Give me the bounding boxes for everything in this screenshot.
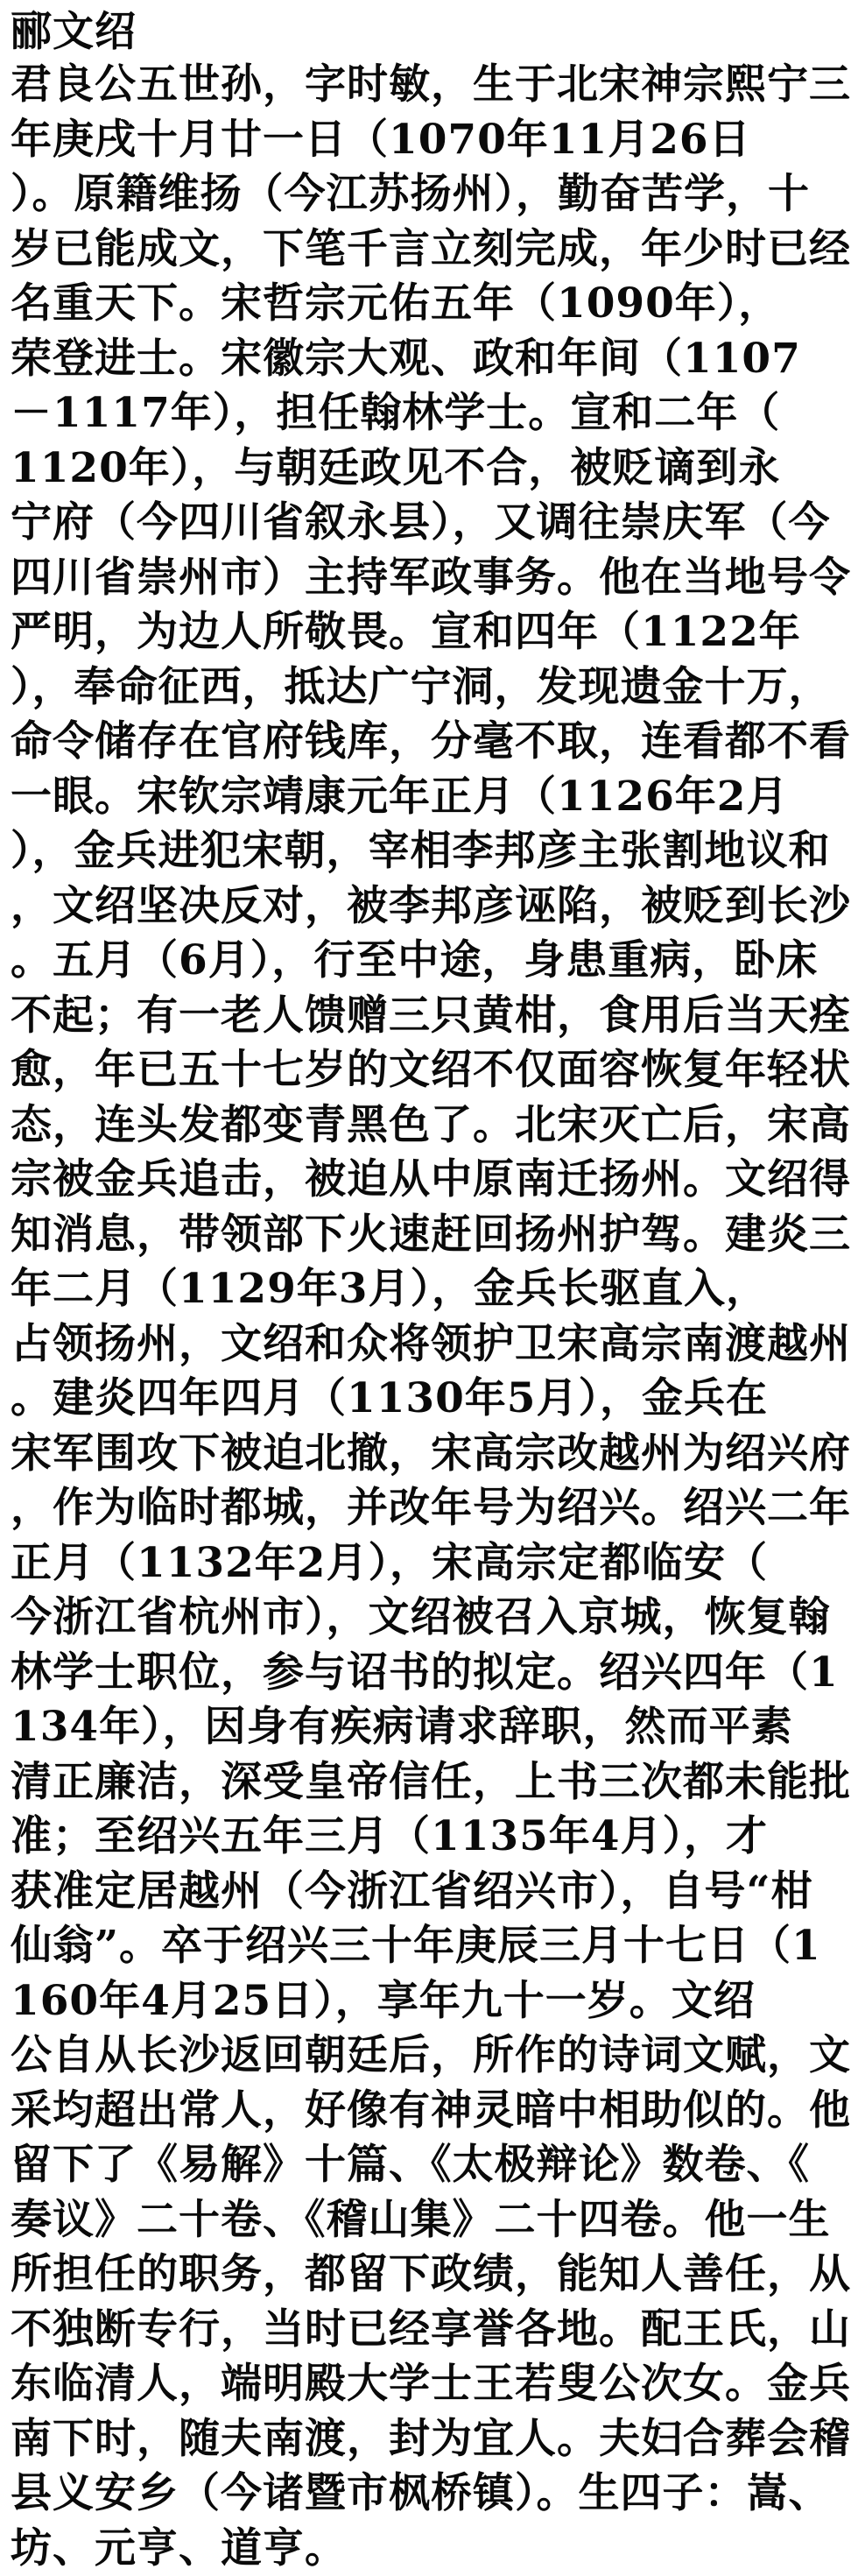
text-line: 今浙江省杭州市），文绍被召入京城，恢复翰 <box>11 1593 831 1641</box>
text-line: 准；至绍兴五年三月（1135年4月），才 <box>11 1812 769 1860</box>
text-line: 年庚戌十月廿一日（1070年11月26日 <box>11 116 751 164</box>
text-line: ），奉命征西，抵达广宁洞，发现遗金十万， <box>11 663 831 711</box>
text-line: 严明，为边人所敬畏。宣和四年（1122年 <box>11 608 801 656</box>
text-line: 态，连头发都变青黑色了。北宋灭亡后，宋高 <box>11 1101 851 1149</box>
text-line: 采均超出常人，好像有神灵暗中相助似的。他 <box>11 2086 851 2135</box>
text-line: 占领扬州，文绍和众将领护卫宋高宗南渡越州 <box>11 1320 851 1368</box>
text-line: 1120年），与朝廷政见不合，被贬谪到永 <box>11 444 781 492</box>
text-line: 清正廉洁，深受皇帝信任，上书三次都未能批 <box>11 1758 851 1806</box>
text-line: ，作为临时都城，并改年号为绍兴。绍兴二年 <box>11 1484 851 1532</box>
text-line: 宋军围攻下被迫北撤，宋高宗改越州为绍兴府 <box>11 1429 851 1478</box>
text-line: 奏议》二十卷、《稽山集》二十四卷。他一生 <box>11 2196 831 2244</box>
text-line: 宗被金兵追击，被迫从中原南迁扬州。文绍得 <box>11 1155 851 1203</box>
text-line: －1117年），担任翰林学士。宣和二年（ <box>11 389 781 437</box>
text-line: 134年），因身有疾病请求辞职，然而平素 <box>11 1703 793 1751</box>
text-line: ，文绍坚决反对，被李邦彦诬陷，被贬到长沙 <box>11 882 851 930</box>
text-line: 荣登进士。宋徽宗大观、政和年间（1107 <box>11 335 801 383</box>
text-line: 。五月（6月），行至中途，身患重病，卧床 <box>11 936 819 985</box>
text-line: 知消息，带领部下火速赶回扬州护驾。建炎三 <box>11 1210 851 1259</box>
text-line: 东临清人，端明殿大学士王若叟公次女。金兵 <box>11 2360 851 2408</box>
text-line: 坊、元亨、道亨。 <box>11 2524 347 2572</box>
text-line: 县义安乡（今诸暨市枫桥镇）。生四子：嵩、 <box>11 2469 831 2517</box>
text-line: 年二月（1129年3月），金兵长驱直入， <box>11 1265 769 1313</box>
text-line: 一眼。宋钦宗靖康元年正月（1126年2月 <box>11 773 789 821</box>
text-line: 160年4月25日），享年九十一岁。文绍 <box>11 1977 756 2025</box>
text-line: ）。原籍维扬（今江苏扬州），勤奋苦学，十 <box>11 170 810 218</box>
text-line: 命令储存在官府钱库，分毫不取，连看都不看 <box>11 717 851 766</box>
text-line: ），金兵进犯宋朝，宰相李邦彦主张割地议和 <box>11 827 831 875</box>
text-line: 获准定居越州（今浙江省绍兴市），自号“柑 <box>11 1867 813 1916</box>
text-line: 愈，年已五十七岁的文绍不仅面容恢复年轻状 <box>11 1046 851 1094</box>
text-line: 所担任的职务，都留下政绩，能知人善任，从 <box>11 2250 851 2298</box>
text-line: 。建炎四年四月（1130年5月），金兵在 <box>11 1374 769 1422</box>
text-line: 四川省崇州市）主持军政事务。他在当地号令 <box>11 554 851 602</box>
text-line: 正月（1132年2月），宋高宗定都临安（ <box>11 1539 769 1587</box>
document-title: 郦文绍 <box>11 8 137 56</box>
text-line: 不独断专行，当时已经享誉各地。配王氏，山 <box>11 2305 851 2354</box>
text-line: 南下时，随夫南渡，封为宜人。夫妇合葬会稽 <box>11 2415 851 2463</box>
text-line: 宁府（今四川省叙永县），又调往崇庆军（今 <box>11 498 831 547</box>
text-line: 君良公五世孙，字时敏，生于北宋神宗熙宁三 <box>11 60 851 109</box>
text-line: 留下了《易解》十篇、《太极辩论》数卷、《 <box>11 2141 810 2189</box>
text-line: 林学士职位，参与诏书的拟定。绍兴四年（1 <box>11 1648 839 1697</box>
text-line: 岁已能成文，下笔千言立刻完成，年少时已经 <box>11 225 851 273</box>
text-line: 不起；有一老人馈赠三只黄柑，食用后当天痊 <box>11 992 851 1040</box>
text-line: 名重天下。宋哲宗元佑五年（1090年）， <box>11 279 781 328</box>
text-line: 公自从长沙返回朝廷后，所作的诗词文赋，文 <box>11 2031 851 2079</box>
text-line: 仙翁”。卒于绍兴三十年庚辰三月十七日（1 <box>11 1922 821 1970</box>
